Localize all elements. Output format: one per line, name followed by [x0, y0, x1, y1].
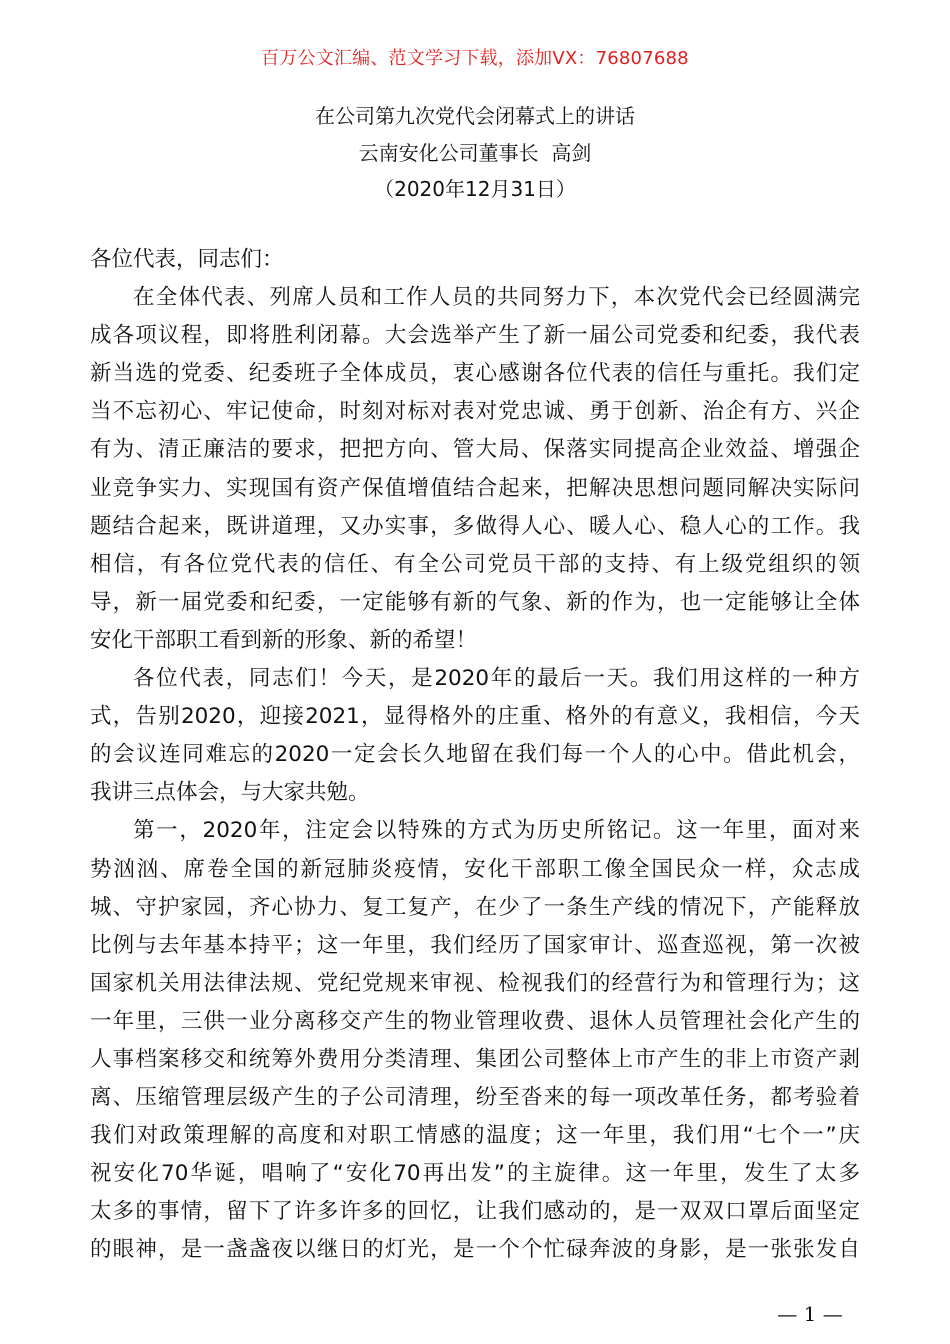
paragraph-3-line: 势汹汹、席卷全国的新冠肺炎疫情，安化干部职工像全国民众一样，众志成 — [90, 856, 860, 882]
paragraph-2-line: 我讲三点体会，与大家共勉。 — [90, 780, 370, 806]
paragraph-1-line: 题结合起来，既讲道理，又办实事，多做得人心、暖人心、稳人心的工作。我 — [90, 513, 860, 539]
paragraph-3-line: 第一，2020年，注定会以特殊的方式为历史所铭记。这一年里，面对来 — [133, 818, 860, 844]
paragraph-1-line: 在全体代表、列席人员和工作人员的共同努力下，本次党代会已经圆满完 — [133, 285, 860, 311]
speech-body — [90, 241, 860, 1270]
paragraph-1-line: 当不忘初心、牢记使命，时刻对标对表对党忠诚、勇于创新、治企有方、兴企 — [90, 399, 860, 425]
paragraph-3-line: 比例与去年基本持平；这一年里，我们经历了国家审计、巡查巡视，第一次被 — [90, 932, 860, 958]
paragraph-2-line: 各位代表，同志们！今天，是2020年的最后一天。我们用这样的一种方 — [133, 666, 860, 692]
paragraph-3-line: 城、守护家园，齐心协力、复工复产，在少了一条生产线的情况下，产能释放 — [90, 894, 860, 920]
page-number: — 1 — — [777, 1302, 843, 1326]
speech-title: 在公司第九次党代会闭幕式上的讲话 — [315, 104, 635, 128]
paragraph-3-line: 我们对政策理解的高度和对职工情感的温度；这一年里，我们用“七个一”庆 — [90, 1123, 860, 1149]
paragraph-1-line: 导，新一届党委和纪委，一定能够有新的气象、新的作为，也一定能够让全体 — [90, 589, 860, 615]
paragraph-1-line: 业竞争实力、实现国有资产保值增值结合起来，把解决思想问题同解决实际问 — [90, 475, 860, 501]
paragraph-3-line: 国家机关用法律法规、党纪党规来审视、检视我们的经营行为和管理行为；这 — [90, 970, 860, 996]
paragraph-1-line: 新当选的党委、纪委班子全体成员，衷心感谢各位代表的信任与重托。我们定 — [90, 361, 860, 387]
paragraph-1-line: 相信，有各位党代表的信任、有全公司党员干部的支持、有上级党组织的领 — [90, 551, 860, 577]
paragraph-3-line: 人事档案移交和统筹外费用分类清理、集团公司整体上市产生的非上市资产剥 — [90, 1046, 860, 1072]
paragraph-3-line: 祝安化70华诞，唱响了“安化70再出发”的主旋律。这一年里，发生了太多 — [90, 1161, 860, 1187]
watermark-banner: 百万公文汇编、范文学习下载，添加VX：76807688 — [261, 48, 689, 69]
paragraph-2-line: 式，告别2020，迎接2021，显得格外的庄重、格外的有意义，我相信，今天 — [90, 704, 860, 730]
paragraph-1-line: 成各项议程，即将胜利闭幕。大会选举产生了新一届公司党委和纪委，我代表 — [90, 323, 860, 349]
speech-date: （2020年12月31日） — [374, 177, 576, 201]
paragraph-2-line: 的会议连同难忘的2020一定会长久地留在我们每一个人的心中。借此机会， — [90, 742, 860, 768]
title-block — [0, 98, 950, 208]
speaker-line: 云南安化公司董事长 高剑 — [358, 140, 592, 165]
paragraph-3-line: 的眼神，是一盏盏夜以继日的灯光，是一个个忙碌奔波的身影，是一张张发自 — [90, 1237, 860, 1263]
paragraph-1-line: 安化干部职工看到新的形象、新的希望！ — [90, 627, 478, 653]
paragraph-3-line: 离、压缩管理层级产生的子公司清理，纷至沓来的每一项改革任务，都考验着 — [90, 1085, 860, 1111]
paragraph-1-line: 有为、清正廉洁的要求，把把方向、管大局、保落实同提高企业效益、增强企 — [90, 437, 860, 463]
paragraph-3-line: 太多的事情，留下了许多许多的回忆，让我们感动的，是一双双口罩后面坚定 — [90, 1199, 860, 1225]
paragraph-3-line: 一年里，三供一业分离移交产生的物业管理收费、退休人员管理社会化产生的 — [90, 1008, 860, 1034]
salutation: 各位代表，同志们： — [90, 247, 284, 272]
